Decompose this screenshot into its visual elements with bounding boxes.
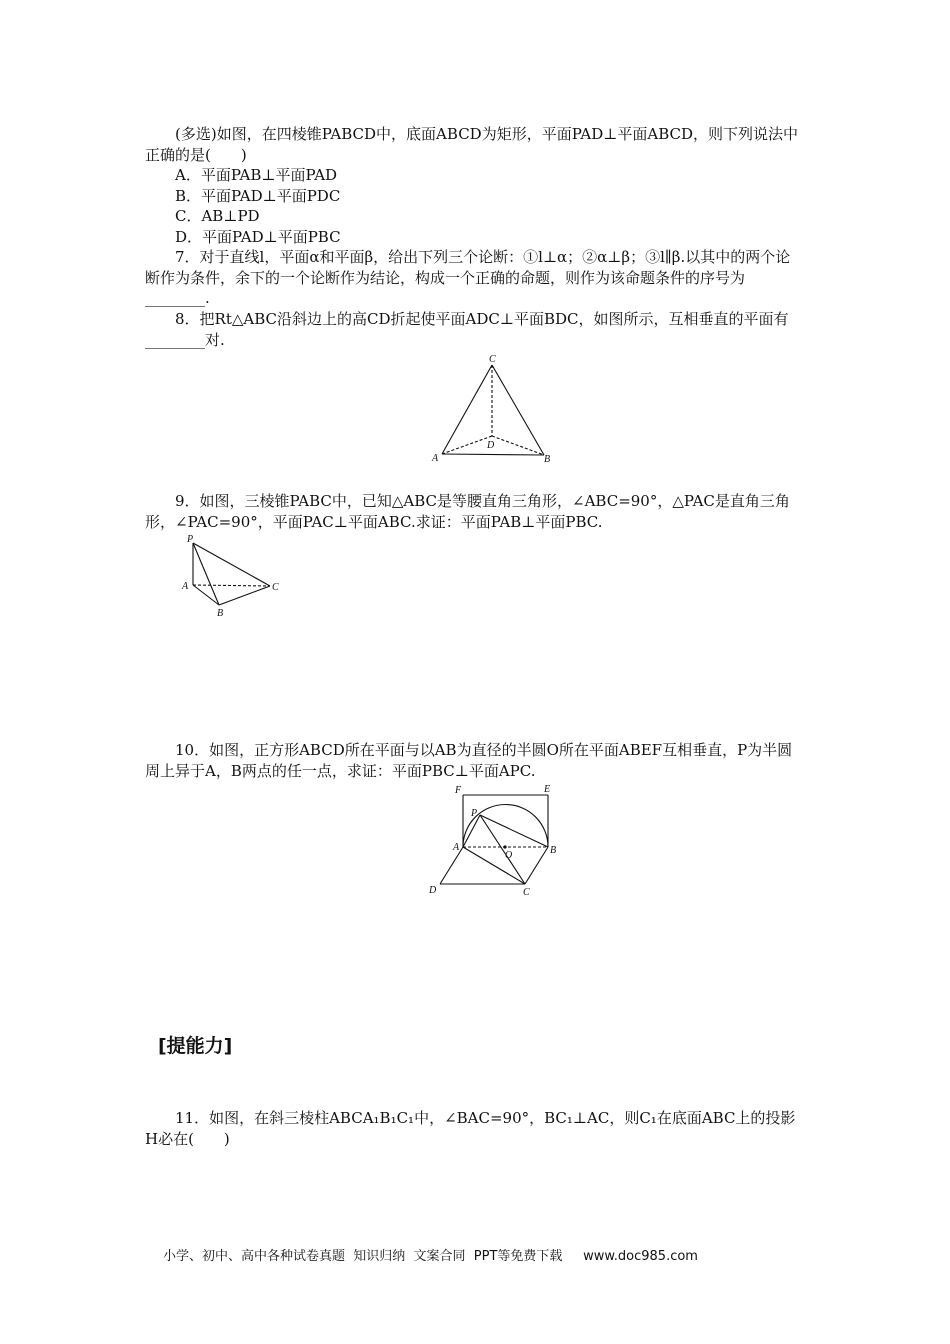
figure-square-semicircle (420, 780, 570, 900)
edge-bc (219, 586, 270, 605)
question-11-text: 11．如图，在斜三棱柱ABCA₁B₁C₁中，∠BAC=90°，BC₁⊥AC，则C₁在底面ABC上的投影H必在( ) (145, 1109, 796, 1148)
edge-pc (193, 543, 270, 586)
label-a: A (453, 842, 460, 853)
question-6-option-a: A．平面PAB⊥平面PAD (175, 166, 338, 184)
figure-folded-triangle (420, 350, 570, 468)
label-b: B (544, 454, 551, 465)
question-6-option-c: C．AB⊥PD (175, 207, 260, 225)
question-10 (145, 740, 805, 781)
edge-pb (193, 543, 219, 605)
question-8-text: 8．把Rt△ABC沿斜边上的高CD折起使平面ADC⊥平面BDC，如图所示，互相垂直的平面有________对. (145, 310, 789, 349)
label-c: C (489, 354, 496, 365)
question-11 (145, 1108, 805, 1149)
figure-triangular-pyramid (175, 532, 290, 622)
label-e: E (544, 784, 551, 795)
question-9-text: 9．如图，三棱锥PABC中，已知△ABC是等腰直角三角形，∠ABC=90°，△PAC是直角三角形，∠PAC=90°，平面PAC⊥平面ABC.求证：平面PAB⊥平面PBC. (145, 492, 790, 531)
label-a: A (432, 453, 439, 464)
label-c: C (272, 582, 279, 593)
question-10-text: 10．如图，正方形ABCD所在平面与以AB为直径的半圆O所在平面ABEF互相垂直，P为半圆周上异于A，B两点的任一点，求证：平面PBC⊥平面APC. (145, 741, 793, 780)
edge-cb (525, 847, 548, 884)
edge-cb (492, 365, 544, 455)
edge-ac-hidden (193, 585, 270, 586)
label-d: D (429, 885, 437, 896)
question-6-option-d: D．平面PAD⊥平面PBC (175, 227, 341, 246)
question-7-text: 7．对于直线l，平面α和平面β，给出下列三个论断：①l⊥α；②α⊥β；③l∥β.以其中的两个论断作为条件，余下的一个论断作为结论，构成一个正确的命题，则作为该命题条件的序号为________. (145, 248, 791, 307)
label-b: B (217, 608, 224, 619)
question-9 (145, 491, 805, 532)
question-6 (145, 124, 805, 247)
label-d: D (487, 440, 495, 451)
question-7 (145, 247, 805, 309)
question-8 (145, 309, 805, 350)
label-o: O (505, 850, 513, 861)
label-b: B (550, 845, 557, 856)
label-p: P (187, 534, 194, 545)
label-c: C (523, 887, 530, 898)
question-6-option-b: B．平面PAD⊥平面PDC (175, 186, 341, 205)
label-a: A (182, 581, 189, 592)
edge-ac (463, 847, 525, 884)
section-heading: [提能力] (158, 1035, 233, 1057)
page-footer: 小学、初中、高中各种试卷真题 知识归纳 文案合同 PPT等免费下载 www.doc985.com (163, 1249, 698, 1264)
edge-ca (442, 365, 492, 454)
label-f: F (455, 785, 462, 796)
edge-ad (440, 847, 463, 884)
question-6-stem: (多选)如图，在四棱锥PABCD中，底面ABCD为矩形，平面PAD⊥平面ABCD，则下列说法中正确的是( ) (145, 125, 799, 164)
label-p: P (471, 808, 478, 819)
edge-db-hidden (492, 436, 544, 455)
center-o-dot (503, 845, 506, 848)
edge-ad-hidden (442, 436, 492, 454)
edge-ab (442, 454, 544, 455)
